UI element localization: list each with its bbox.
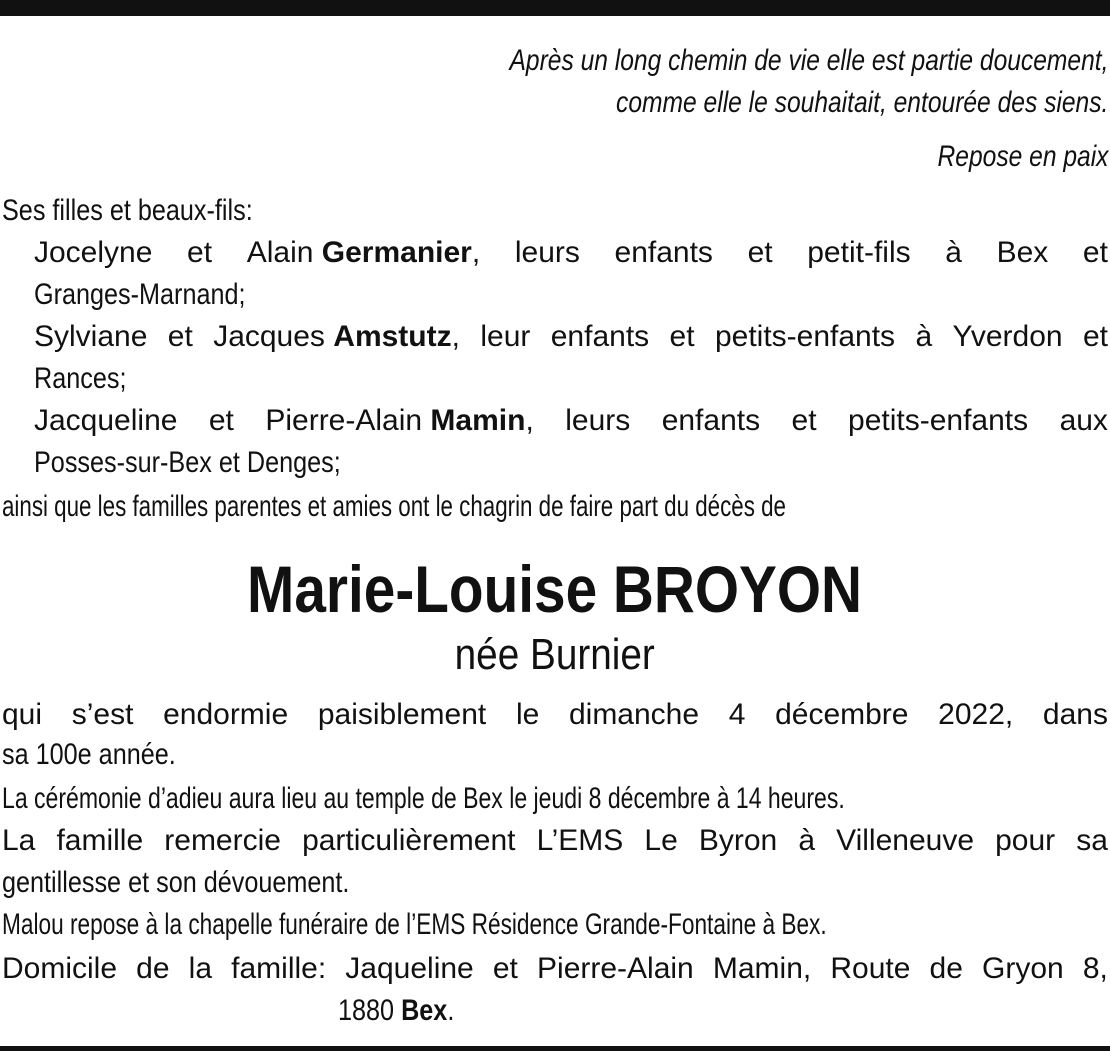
epigraph-line-2: comme elle le souhaitait, entourée des siens. bbox=[615, 86, 1108, 119]
family-surname: Amstutz bbox=[333, 320, 452, 353]
domicile-city: Bex bbox=[401, 994, 448, 1027]
family-entry-3: Jacqueline et Pierre-Alain Mamin, leurs enfants et petits-enfants aux bbox=[34, 404, 1108, 437]
family-entry-1: Jocelyne et Alain Germanier, leurs enfants et petit-fils à Bex et bbox=[34, 236, 1108, 269]
top-rule bbox=[0, 0, 1110, 16]
announcement: ainsi que les familles parentes et amies ont le chagrin de faire part du décès de bbox=[2, 490, 786, 523]
family-entry-2: Sylviane et Jacques Amstutz, leur enfants et petits-enfants à Yverdon et bbox=[34, 320, 1108, 353]
details-line-1: qui s’est endormie paisiblement le dimanche 4 décembre 2022, dans bbox=[2, 698, 1108, 731]
epigraph-line-1: Après un long chemin de vie elle est partie doucement, bbox=[509, 44, 1108, 77]
thanks-line-2: gentillesse et son dévouement. bbox=[2, 866, 350, 899]
family-surname: Germanier bbox=[321, 236, 472, 269]
domicile-line-2: 1880 Bex. bbox=[338, 994, 455, 1027]
family-entry-3-cont: Posses-sur-Bex et Denges; bbox=[34, 446, 341, 479]
domicile-line-1: Domicile de la famille: Jaqueline et Pierre-Alain Mamin, Route de Gryon 8, bbox=[2, 952, 1108, 985]
deceased-name: Marie-Louise BROYON bbox=[247, 552, 863, 626]
chapel-info: Malou repose à la chapelle funéraire de l’EMS Résidence Grande-Fontaine à Bex. bbox=[2, 908, 827, 941]
family-entry-2-cont: Rances; bbox=[34, 362, 127, 395]
family-intro: Ses filles et beaux-fils: bbox=[2, 194, 253, 227]
details-line-2: sa 100e année. bbox=[2, 738, 176, 771]
maiden-name: née Burnier bbox=[454, 630, 656, 679]
family-surname: Mamin bbox=[430, 404, 526, 437]
epigraph-line-3: Repose en paix bbox=[937, 140, 1108, 173]
ceremony-info: La cérémonie d’adieu aura lieu au temple de Bex le jeudi 8 décembre à 14 heures. bbox=[2, 782, 845, 815]
thanks-line-1: La famille remercie particulièrement L’EMS Le Byron à Villeneuve pour sa bbox=[2, 824, 1108, 857]
family-entry-1-cont: Granges-Marnand; bbox=[34, 278, 246, 311]
bottom-rule bbox=[0, 1046, 1110, 1051]
